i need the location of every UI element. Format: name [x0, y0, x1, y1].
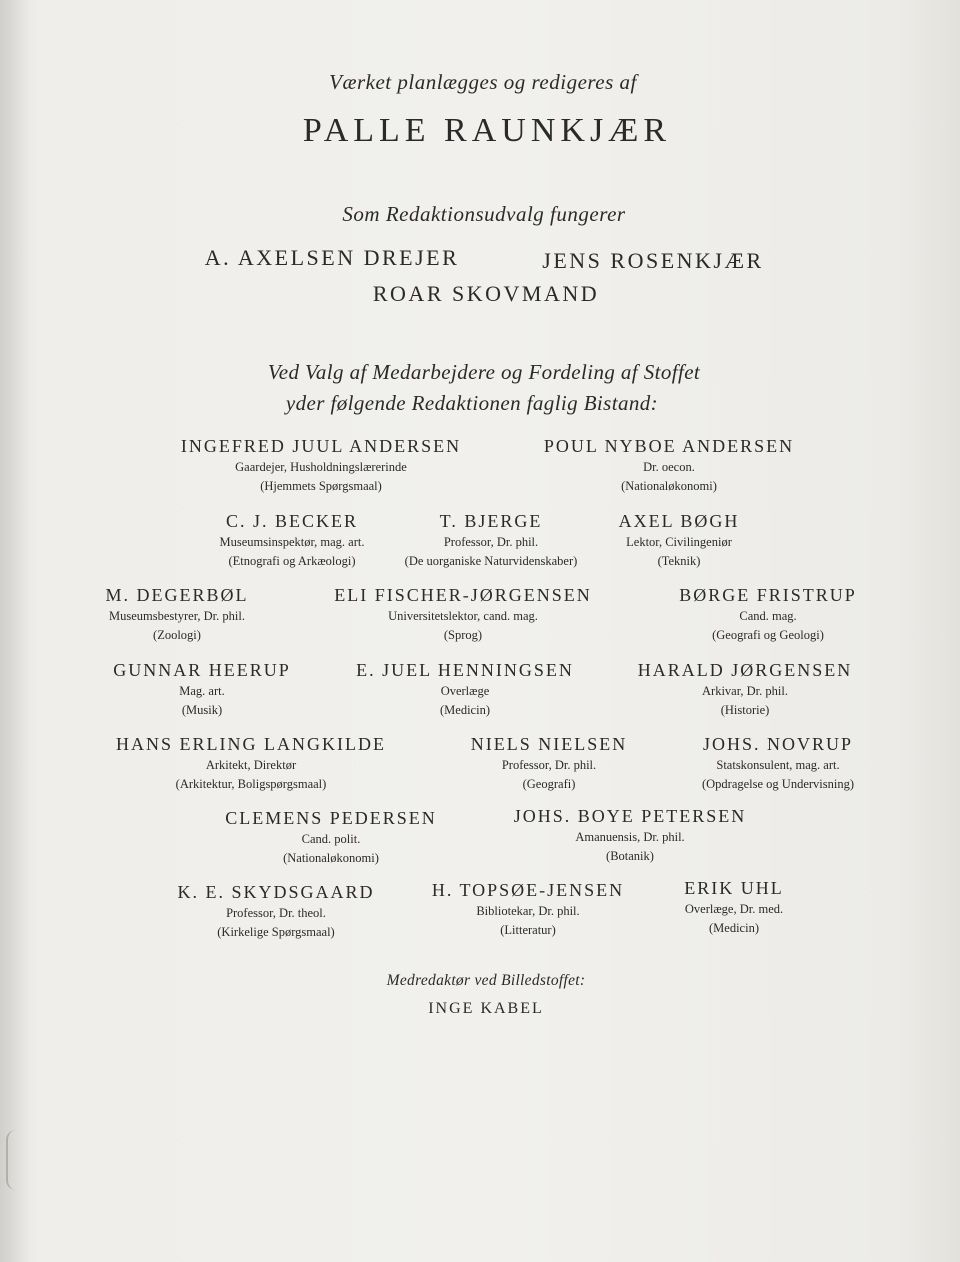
- advisor-name: INGEFRED JUUL ANDERSEN: [180, 436, 462, 456]
- advisor-title: Lektor, Civilingeniør: [626, 535, 732, 549]
- advisor-field: (Medicin): [709, 921, 759, 935]
- advisor-name: ERIK UHL: [684, 878, 784, 898]
- picture-editor-name: INGE KABEL: [428, 1000, 544, 1017]
- page-fold-shadow: [0, 0, 30, 1262]
- advisor-field: (Opdragelse og Undervisning): [701, 777, 855, 791]
- advisor-field: (Nationaløkonomi): [283, 851, 379, 865]
- advisor-title: Amanuensis, Dr. phil.: [575, 830, 685, 844]
- advisor-field: (Geografi og Geologi): [712, 628, 824, 642]
- picture-editor-label: Medredaktør ved Billedstoffet:: [386, 972, 586, 989]
- advisor-entry: [334, 585, 592, 643]
- advisor-title: Gaardejer, Husholdningslærerinde: [235, 460, 407, 474]
- advisor-entry: [684, 878, 784, 936]
- advisor-field: (Geografi): [522, 777, 576, 791]
- advisor-title: Arkivar, Dr. phil.: [702, 684, 788, 698]
- committee-intro: Som Redaktionsudvalg fungerer: [342, 202, 626, 226]
- advisor-name: CLEMENS PEDERSEN: [225, 808, 437, 828]
- advisor-field: (Hjemmets Spørgsmaal): [260, 479, 382, 493]
- advisor-entry: [432, 880, 624, 938]
- advisor-title: Arkitekt, Direktør: [205, 758, 297, 772]
- committee-member: A. AXELSEN DREJER: [204, 245, 460, 270]
- advisor-field: (Musik): [181, 703, 223, 717]
- advisor-name: ELI FISCHER-JØRGENSEN: [334, 585, 592, 605]
- advisor-title: Universitetslektor, cand. mag.: [388, 609, 538, 623]
- advisor-field: (Zoologi): [153, 628, 201, 642]
- advisor-entry: [471, 734, 627, 792]
- advisor-title: Cand. mag.: [739, 609, 797, 623]
- advisors-intro-line1: Ved Valg af Medarbejdere og Fordeling af Stoffet: [267, 360, 701, 384]
- advisor-entry: [405, 511, 578, 569]
- editor-intro: Værket planlægges og redigeres af: [329, 70, 637, 94]
- advisor-name: M. DEGERBØL: [105, 585, 249, 605]
- committee-member: ROAR SKOVMAND: [372, 281, 600, 306]
- advisor-name: AXEL BØGH: [618, 511, 740, 531]
- advisor-title: Professor, Dr. theol.: [226, 906, 326, 920]
- advisor-entry: [356, 660, 574, 718]
- advisor-name: BØRGE FRISTRUP: [679, 585, 857, 605]
- advisor-entry: [544, 436, 794, 494]
- advisor-name: JOHS. NOVRUP: [702, 734, 854, 754]
- advisor-field: (Nationaløkonomi): [621, 479, 717, 493]
- advisors-intro-line2: yder følgende Redaktionen faglig Bistand:: [285, 391, 659, 415]
- advisor-entry: [177, 882, 374, 940]
- advisor-title: Mag. art.: [179, 684, 225, 698]
- advisor-entry: [116, 734, 386, 792]
- advisor-name: JOHS. BOYE PETERSEN: [513, 806, 747, 826]
- advisor-name: K. E. SKYDSGAARD: [177, 882, 375, 902]
- advisor-name: HANS ERLING LANGKILDE: [116, 734, 386, 754]
- advisor-name: POUL NYBOE ANDERSEN: [543, 436, 795, 456]
- advisor-field: (Kirkelige Spørgsmaal): [217, 925, 335, 939]
- advisor-title: Overlæge: [440, 684, 490, 698]
- committee-member: JENS ROSENKJÆR: [542, 248, 764, 273]
- editor-name: PALLE RAUNKJÆR: [302, 112, 672, 149]
- advisor-field: (Litteratur): [500, 923, 556, 937]
- advisor-title: Museumsinspektør, mag. art.: [219, 535, 365, 549]
- advisor-field: (De uorganiske Naturvidenskaber): [404, 554, 578, 568]
- advisor-name: C. J. BECKER: [225, 511, 359, 531]
- advisor-entry: [679, 585, 857, 643]
- advisor-entry: [106, 585, 249, 643]
- advisor-entry: [220, 511, 365, 569]
- advisor-title: Professor, Dr. phil.: [443, 535, 539, 549]
- advisor-entry: [638, 660, 853, 718]
- binding-thread: [6, 1130, 30, 1190]
- advisor-name: E. JUEL HENNINGSEN: [356, 660, 574, 680]
- advisor-name: T. BJERGE: [439, 511, 543, 531]
- advisor-title: Professor, Dr. phil.: [501, 758, 597, 772]
- advisor-name: H. TOPSØE-JENSEN: [431, 880, 625, 900]
- advisor-field: (Historie): [720, 703, 770, 717]
- advisor-field: (Teknik): [657, 554, 701, 568]
- advisor-title: Overlæge, Dr. med.: [684, 902, 784, 916]
- advisor-field: (Sprog): [443, 628, 483, 642]
- advisor-entry: [113, 660, 291, 718]
- advisor-entry: [702, 734, 854, 792]
- advisor-field: (Etnografi og Arkæologi): [228, 554, 356, 568]
- advisor-title: Bibliotekar, Dr. phil.: [476, 904, 580, 918]
- advisor-entry: [225, 808, 437, 866]
- advisor-title: Museumsbestyrer, Dr. phil.: [109, 609, 245, 623]
- advisor-entry: [181, 436, 461, 494]
- advisor-name: NIELS NIELSEN: [470, 734, 628, 754]
- advisor-title: Dr. oecon.: [643, 460, 695, 474]
- advisor-name: GUNNAR HEERUP: [113, 660, 291, 680]
- advisor-title: Statskonsulent, mag. art.: [716, 758, 840, 772]
- advisor-name: HARALD JØRGENSEN: [637, 660, 853, 680]
- advisor-field: (Arkitektur, Boligspørgsmaal): [175, 777, 327, 791]
- advisor-entry: [514, 806, 747, 864]
- advisor-title: Cand. polit.: [301, 832, 361, 846]
- advisor-field: (Medicin): [440, 703, 490, 717]
- advisor-entry: [619, 511, 740, 569]
- advisor-field: (Botanik): [606, 849, 654, 863]
